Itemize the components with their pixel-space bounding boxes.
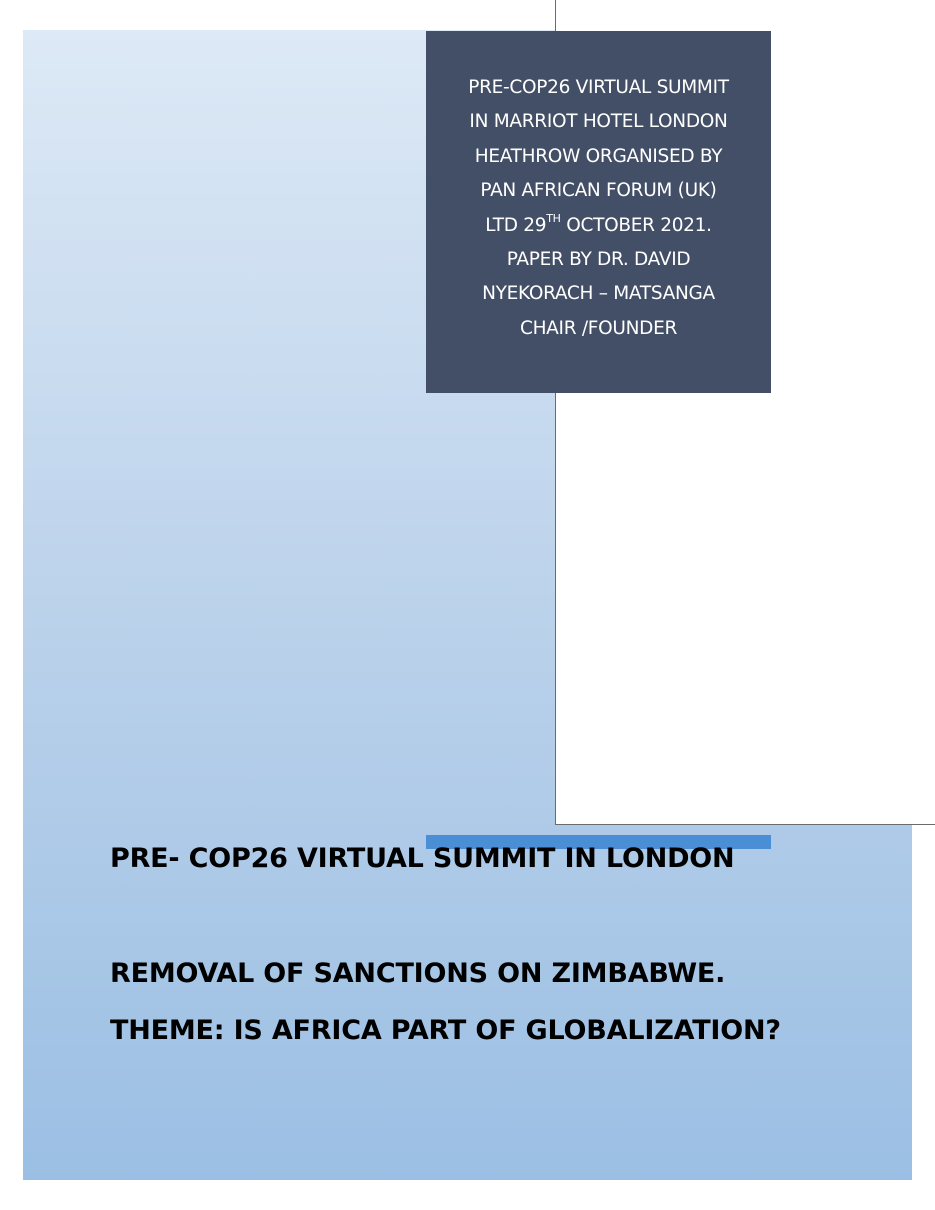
event-info-box xyxy=(426,31,771,393)
paper-title: REMOVAL OF SANCTIONS ON ZIMBABWE. xyxy=(110,958,726,989)
info-date-prefix: LTD 29 xyxy=(485,214,547,236)
summit-title: PRE- COP26 VIRTUAL SUMMIT IN LONDON xyxy=(110,843,735,874)
info-line: HEATHROW ORGANISED BY xyxy=(474,145,723,167)
info-line: NYEKORACH – MATSANGA xyxy=(482,283,715,305)
info-line: IN MARRIOT HOTEL LONDON xyxy=(469,111,728,133)
date-superscript: TH xyxy=(546,211,561,225)
info-date-line xyxy=(438,209,759,243)
info-line: PAN AFRICAN FORUM (UK) xyxy=(480,180,717,202)
info-line: CHAIR /FOUNDER xyxy=(519,317,678,339)
theme-title: THEME: IS AFRICA PART OF GLOBALIZATION? xyxy=(110,1015,781,1046)
info-date-tail: OCTOBER 2021. xyxy=(560,214,712,236)
info-line: PRE-COP26 VIRTUAL SUMMIT xyxy=(468,77,729,98)
info-line: PAPER BY DR. DAVID xyxy=(506,249,691,271)
